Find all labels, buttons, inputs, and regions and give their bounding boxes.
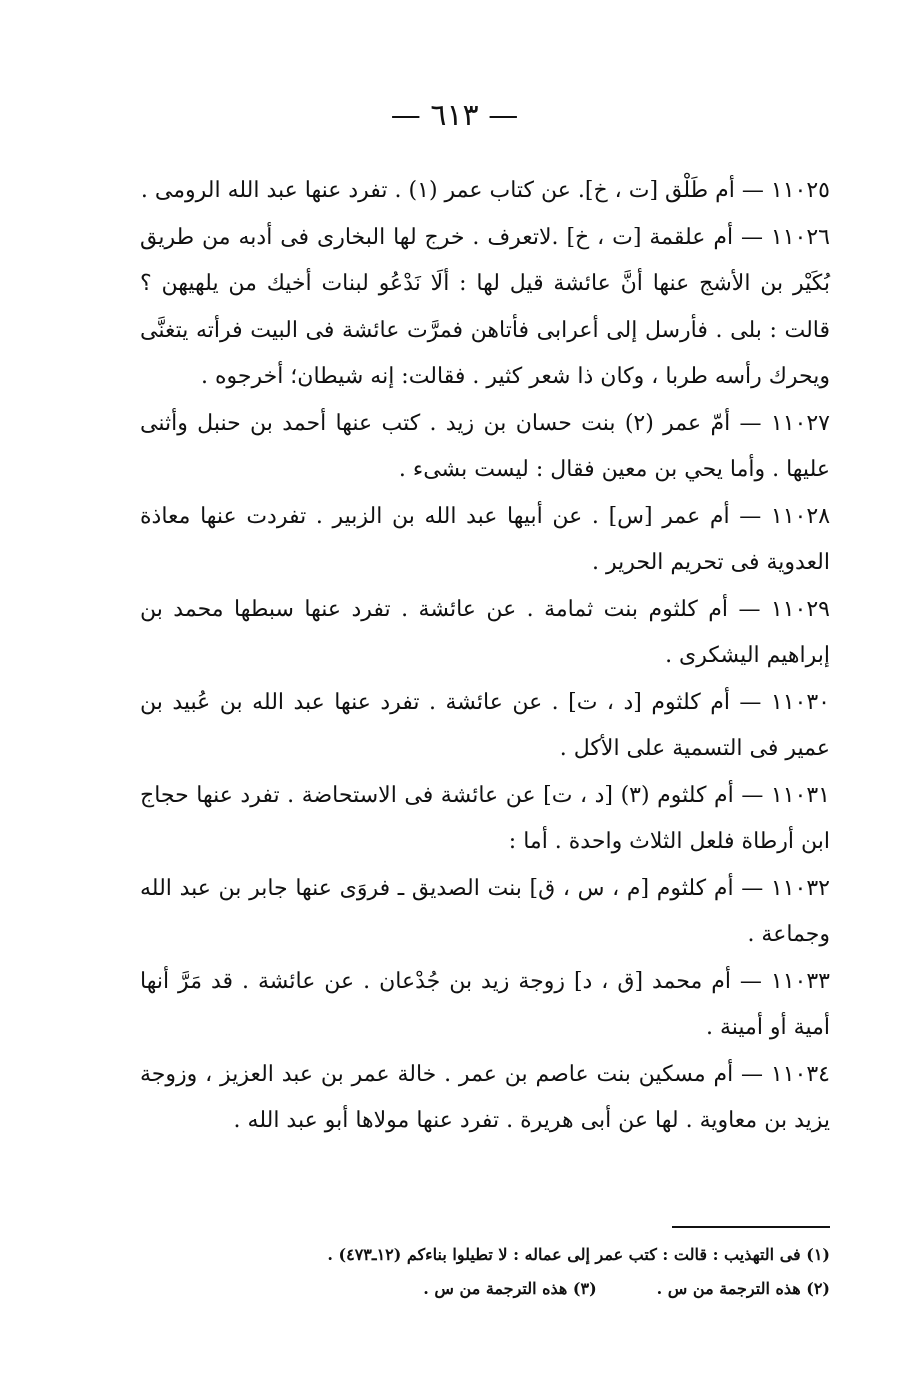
page-number: — ٦١٣ —	[390, 98, 519, 133]
footnote-line-2	[190, 1272, 830, 1306]
footnote-2: (٢) هذه الترجمة من س .	[656, 1279, 830, 1298]
entry-11034: ١١٠٣٤ — أم مسكين بنت عاصم بن عمر . خالة عمر بن عبد العزيز ، وزوجة يزيد بن معاوية . لها عن أبى هريرة . تفرد عنها مولاها أبو عبد الله .	[140, 1061, 830, 1133]
footnote-divider	[672, 1226, 830, 1228]
entry-11030: ١١٠٣٠ — أم كلثوم [د ، ت] . عن عائشة . تفرد عنها عبد الله بن عُبيد بن عمير فى التسمية على الأكل .	[140, 689, 830, 761]
entry-11028: ١١٠٢٨ — أم عمر [س] . عن أبيها عبد الله بن الزبير . تفردت عنها معاذة العدوية فى تحريم الحرير .	[140, 503, 831, 575]
entry-11032: ١١٠٣٢ — أم كلثوم [م ، س ، ق] بنت الصديق ـ فروَى عنها جابر بن عبد الله وجماعة .	[140, 875, 830, 947]
entry-11027: ١١٠٢٧ — أمّ عمر (٢) بنت حسان بن زيد . كتب عنها أحمد بن حنبل وأثنى عليها . وأما يحي بن معين فقال : ليست بشىء .	[140, 410, 830, 482]
footnote-3: (٣) هذه الترجمة من س .	[423, 1279, 597, 1298]
entry-11033: ١١٠٣٣ — أم محمد [ق ، د] زوجة زيد بن جُدْعان . عن عائشة . قد مَرَّ أنها أمية أو أمينة .	[140, 968, 830, 1040]
entry-11026: ١١٠٢٦ — أم علقمة [ت ، خ] .لاتعرف . خرج لها البخارى فى أدبه من طريق بُكَيْر بن الأشج عنها أنَّ عائشة قيل لها : ألَا نَدْعُو لبنات أخيك من يلهيهن ؟ قالت : بلى . فأرسل إلى أعرابى فأتاهن فمرَّت عائشة فى البيت فرأته يتغنَّى ويحرك رأسه طربا ، وكان ذا شعر كثير . فقالت: إنه شيطان؛ أخرجوه .	[140, 224, 830, 389]
entry-11029: ١١٠٢٩ — أم كلثوم بنت ثمامة . عن عائشة . تفرد عنها سبطها محمد بن إبراهيم اليشكرى .	[140, 596, 830, 668]
entries-list	[140, 168, 830, 1145]
entry-11031: ١١٠٣١ — أم كلثوم (٣) [د ، ت] عن عائشة فى الاستحاضة . تفرد عنها حجاج ابن أرطاة فلعل الثلاث واحدة . أما :	[140, 782, 830, 854]
footnote-1: (١) فى التهذيب : قالت : كتب عمر إلى عماله : لا تطيلوا بناءكم (١٢ـ٤٧٣) .	[327, 1245, 830, 1264]
footnotes	[190, 1238, 830, 1306]
entry-11025: ١١٠٢٥ — أم طَلْق [ت ، خ]. عن كتاب عمر (١) . تفرد عنها عبد الله الرومى .	[140, 178, 830, 203]
